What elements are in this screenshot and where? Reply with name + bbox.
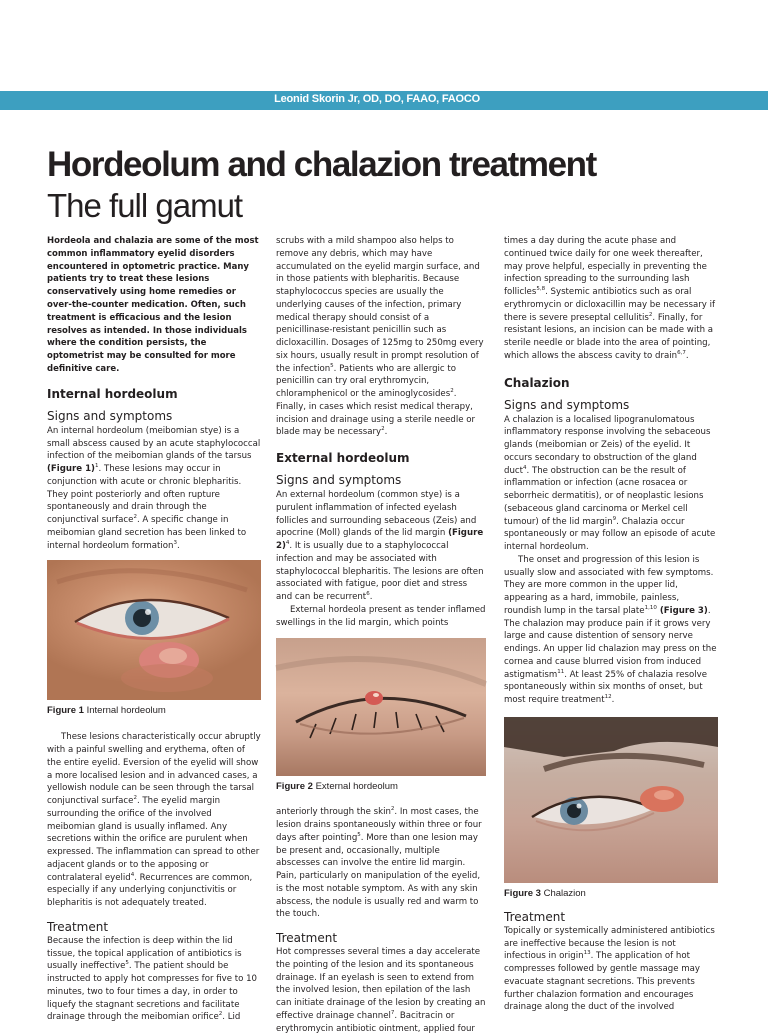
subheading-treatment: Treatment [504, 909, 566, 924]
article-title: Hordeolum and chalazion treatment [47, 145, 596, 184]
figure-reference: (Figure 1) [47, 464, 95, 475]
body-paragraph: anteriorly through the skin$^2$. In most cases, the lesion drains spontaneously within three or four days after pointing$^5$. More than one lesion may be present and, occasionally, multiple abscesses can involve the entire lid margin. Pain, particularly on manipulation of the eyelid, is the most notable symptom. As with any skin abscess, the nodule is usually red and warm to the touch. [276, 806, 482, 920]
figure-1-caption: Figure 1 Internal hordeolum [47, 705, 166, 717]
column-3 [504, 235, 718, 1014]
subheading-signs-symptoms: Signs and symptoms [504, 397, 630, 412]
figure-2-caption: Figure 2 External hordeolum [276, 781, 398, 793]
column-2 [276, 235, 486, 1035]
body-paragraph: These lesions characteristically occur abruptly with a painful swelling and erythema, often of the entire eyelid. Eversion of the eyelid will show a more localised lesion and in advanced cases, a yellowish nodule can be seen through the tarsal conjunctival surface$^2$. The eyelid margin surrounding the orifice of the involved meibomian gland is usually inflamed. Any secretions within the orifice are purulent when expressed. The inflammation can spread to other adjacent glands or to the apposing or contralateral eyelid$^4$. Recurrences are common, especially if any underlying conjunctivitis or blepharitis is not adequately treated. [47, 732, 261, 909]
subheading-signs-symptoms: Signs and symptoms [47, 408, 173, 423]
body-paragraph: The onset and progression of this lesion is usually slow and associated with few symptoms. They are more common in the upper lid, appearing as a hard, immobile, painless, roundish lump in the tarsal plate$^{1,10}$ (Figure 3). The chalazion may produce pain if it grows very large and cause distention of sensory nerve endings. An upper lid chalazion may press on the cornea and cause blurred vision from induced astigmatism$^{11}$. At least 25% of chalazia resolve spontaneously within six months of onset, but most require treatment$^{12}$. [504, 554, 717, 705]
eye-photo-internal-hordeolum [47, 560, 261, 700]
subheading-treatment: Treatment [276, 931, 338, 945]
body-paragraph: Topically or systemically administered antibiotics are ineffective because the lesion is not infectious in origin$^{13}$. The application of hot compresses followed by gentle massage may evacuate stagnant secretions. This prevents further chalazion formation and encourages drainage along the duct of the involved [504, 925, 715, 1013]
subheading-signs-symptoms: Signs and symptoms [276, 473, 402, 487]
column-1 [47, 235, 261, 1024]
body-paragraph: An external hordeolum (common stye) is a purulent inflammation of infected eyelash follicles and surrounding sebaceous (Zeis) and apocrine (Moll) glands of the lid margin (Figure 2)$^4$. It is usually due to a staphylococcal infection and may be associated with staphylococcal blepharitis. The lesions are often associated with fatigue, poor diet and stress and can be recurrent$^6$. [276, 490, 484, 602]
body-paragraph: An internal hordeolum (meibomian stye) is a small abscess caused by an acute staphylococcal infection of the meibomian glands of the tarsus (Figure 1)$^1$. These lesions may occur in conjunction with acute or chronic blepharitis. They point posteriorly and often rupture spontaneously and drain through the conjunctival surface$^2$. A specific change in meibomian gland secretion has been linked to internal hordeolum formation$^3$. [47, 425, 261, 551]
body-paragraph: Hot compresses several times a day accelerate the pointing of the lesion and its spontaneous drainage. If an eyelash is seen to extend from the involved lesion, then epilation of the lash can initiate drainage of the lesion by creating an effective drainage channel$^7$. Bacitracin or erythromycin antibiotic ointment, applied four [276, 947, 486, 1034]
intro-paragraph: Hordeola and chalazia are some of the most common inflammatory eyelid disorders encountered in optometric practice. Many patients try to treat these lesions conservatively using home remedies or over-the-counter medication. Often, such treatment is efficacious and the lesion resolves as intended. In those individuals where the condition persists, the optometrist may be consulted for more definitive care. [47, 236, 259, 374]
body-paragraph: times a day during the acute phase and continued twice daily for one week thereafter, may prove helpful, especially in preventing the infection spreading to the surrounding lash follicles$^{5,8}$. Systemic antibiotics such as oral erythromycin or dicloxacillin may be necessary if there is severe preseptal cellulitis$^2$. Finally, for resistant lesions, an incision can be made with a sterile needle or blade into the area of pointing, which allows the abscess cavity to drain$^{6,7}$. [504, 236, 716, 361]
figure-1 [47, 560, 261, 717]
body-paragraph: scrubs with a mild shampoo also helps to remove any debris, which may have accumulated on the eyelid margin surface, and in those patients with blepharitis. Because staphylococcus species are usually the underlying causes of the infection, primary medical therapy should consist of a penicillinase-resistant penicillin such as dicloxacillin. Dosages of 125mg to 250mg every six hours, usually result in prompt resolution of the infection$^5$. Patients who are allergic to penicillin can try oral erythromycin, chloramphenicol or the aminoglycosides$^2$. Finally, in cases which resist medical therapy, incision and drainage using a sterile needle or blade may be necessary$^2$. [276, 236, 484, 438]
figure-reference: (Figure 2) [276, 528, 484, 551]
author-bar [0, 91, 768, 110]
section-heading-external-hordeolum: External hordeolum [276, 451, 410, 465]
figure-3-caption: Figure 3 Chalazion [504, 887, 586, 899]
figure-3 [504, 717, 718, 900]
body-paragraph: External hordeola present as tender inflamed swellings in the lid margin, which points [276, 604, 486, 628]
figure-3-photo [504, 717, 718, 883]
eye-photo-chalazion [504, 717, 718, 883]
body-paragraph: Because the infection is deep within the lid tissue, the topical application of antibiotics is usually ineffective$^5$. The patient should be instructed to apply hot compresses for five to 10 minutes, two to four times a day, in order to liquefy the stagnant secretions and facilitate drainage through the meibomian orifice$^2$. Lid [47, 935, 258, 1023]
figure-2 [276, 638, 486, 793]
body-paragraph: A chalazion is a localised lipogranulomatous inflammatory response involving the sebaceous glands (meibomian or Zeis) of the eyelid. It occurs secondary to obstruction of the gland duct$^4$. The obstruction can be the result of inflammation or infection (acne rosacea or seborrheic dermatitis), or of neoplastic lesions (sebaceous gland carcinoma or Merkel cell tumour) of the lid margin$^9$. Chalazia occur spontaneously or may follow an episode of acute internal hordeolum. [504, 414, 716, 552]
eye-photo-external-hordeolum [276, 638, 486, 776]
figure-reference: (Figure 3) [656, 605, 708, 616]
author-name: Leonid Skorin Jr, OD, DO, FAAO, FAOCO [274, 93, 480, 105]
section-heading-chalazion: Chalazion [504, 375, 570, 390]
figure-2-photo [276, 638, 486, 776]
section-heading-internal-hordeolum: Internal hordeolum [47, 386, 178, 401]
figure-1-photo [47, 560, 261, 700]
article-subtitle: The full gamut [47, 187, 243, 224]
subheading-treatment: Treatment [47, 919, 109, 934]
